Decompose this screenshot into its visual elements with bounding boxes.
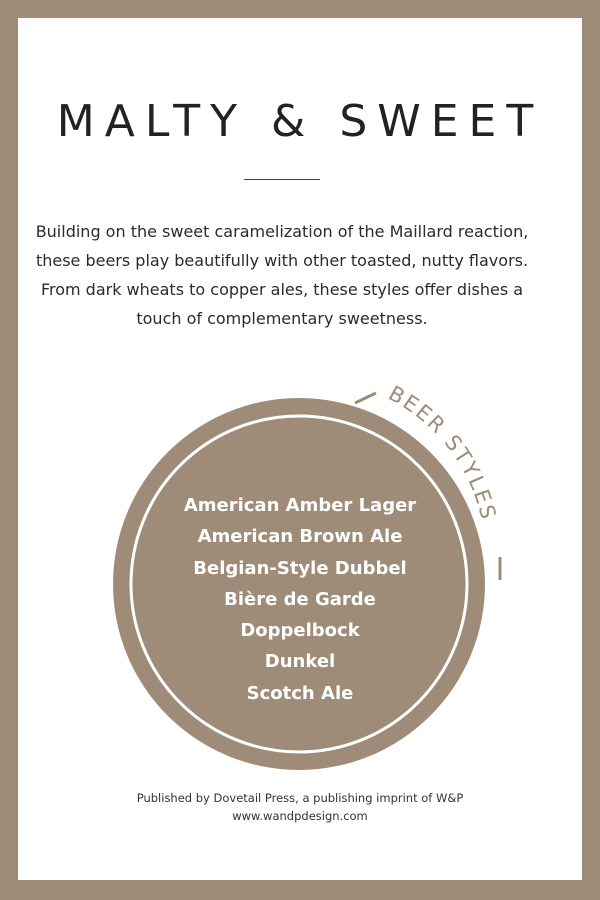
beer-style-item: Belgian-Style Dubbel: [193, 557, 407, 579]
beer-style-item: American Brown Ale: [197, 526, 403, 548]
heading-dash-left: [355, 393, 376, 403]
beer-style-item: Scotch Ale: [246, 682, 354, 704]
styles-heading-text: BEER STYLES: [384, 381, 501, 524]
page-title: MALTY & SWEET: [56, 96, 544, 147]
website-link[interactable]: www.wandpdesign.com: [232, 809, 368, 823]
beer-style-item: Doppelbock: [240, 620, 360, 642]
publisher-note: Published by Dovetail Press, a publishing imprint of W&P: [136, 791, 464, 805]
styles-list: [130, 490, 470, 709]
footer: [0, 789, 600, 825]
description: Building on the sweet caramelization of the Maillard reaction, these beers play beautifully with other toasted, nutty flavors. From dark wheats to copper ales, these styles offer dishes a touch of complementary sweetness.: [35, 222, 529, 328]
beer-style-item: Bière de Garde: [224, 588, 376, 610]
beer-style-item: American Amber Lager: [183, 495, 417, 516]
beer-style-item: Dunkel: [264, 651, 336, 673]
